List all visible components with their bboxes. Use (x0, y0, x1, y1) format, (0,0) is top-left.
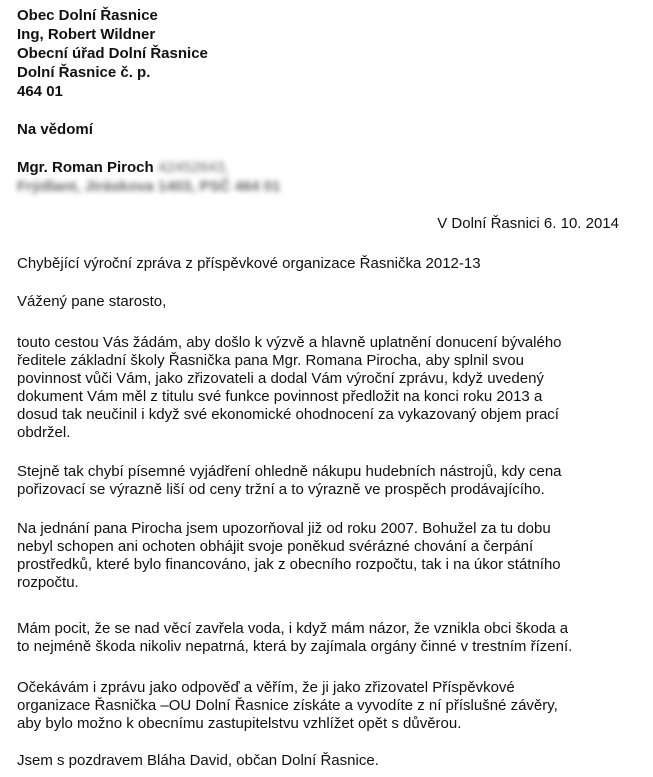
paragraph-5 (17, 679, 642, 733)
recipient-line-2: Ing, Robert Wildner (17, 26, 156, 43)
recipient-line-5: 464 01 (17, 83, 63, 100)
paragraph-line: obdržel. (17, 424, 71, 441)
cc-address-redacted: Frýdlant, Jiráskova 1403, PSČ 464 01 (17, 178, 281, 195)
recipient-line-4: Dolní Řasnice č. p. (17, 64, 151, 81)
paragraph-line: povinnost vůči Vám, jako zřizovateli a dodal Vám výroční zprávu, když uvedený (17, 370, 544, 387)
cc-name-redacted: 42452643, (157, 159, 229, 176)
paragraph-1 (17, 334, 642, 442)
paragraph-2 (17, 463, 642, 499)
paragraph-line: organizace Řasnička –OU Dolní Řasnice získáte a vyvodíte z ní příslušné závěry, (17, 697, 558, 714)
subject-line: Chybějící výroční zpráva z příspěvkové organizace Řasnička 2012-13 (17, 255, 481, 272)
paragraph-line: prostředků, které bylo financováno, jak z obecního rozpočtu, tak i na úkor státního (17, 556, 561, 573)
paragraph-line: nebyl schopen ani ochoten obhájit svoje poněkud svérázné chování a čerpání (17, 538, 534, 555)
recipient-line-3: Obecní úřad Dolní Řasnice (17, 45, 208, 62)
paragraph-line: Stejně tak chybí písemné vyjádření ohledně nákupu hudebních nástrojů, kdy cena (17, 463, 562, 480)
paragraph-3 (17, 520, 642, 592)
salutation: Vážený pane starosto, (17, 293, 167, 310)
paragraph-line: Očekávám i zprávu jako odpověď a věřím, že ji jako zřizovatel Příspěvkové (17, 679, 515, 696)
paragraph-line: aby bylo možno k obecnímu zastupitelstvu vzhlížet opět s důvěrou. (17, 715, 462, 732)
paragraph-line: dokument Vám měl z titulu své funkce povinnost předložit na konci roku 2013 a (17, 388, 543, 405)
paragraph-line: ředitele základní školy Řasnička pana Mgr. Romana Pirocha, aby splnil svou (17, 352, 524, 369)
paragraph-line: Mám pocit, že se nad věcí zavřela voda, i když mám názor, že vznikla obci škoda a (17, 620, 569, 637)
date-place: V Dolní Řasnici 6. 10. 2014 (437, 215, 619, 232)
cc-label: Na vědomí (17, 121, 93, 138)
closing-signature: Jsem s pozdravem Bláha David, občan Dolní Řasnice. (17, 752, 379, 769)
paragraph-line: to nejméně škoda nikoliv nepatrná, která by zajímala orgány činné v trestním řízení. (17, 638, 573, 655)
cc-name: Mgr. Roman Piroch (17, 159, 154, 176)
paragraph-line: Na jednání pana Pirocha jsem upozorňoval již od roku 2007. Bohužel za tu dobu (17, 520, 551, 537)
recipient-line-1: Obec Dolní Řasnice (17, 7, 158, 24)
paragraph-4 (17, 620, 642, 656)
paragraph-line: dosud tak neučinil i když své ekonomické ohodnocení za vykazovaný objem prací (17, 406, 559, 423)
paragraph-line: pořizovací se výrazně liší od ceny tržní a to výrazně ve prospěch prodávajícího. (17, 481, 545, 498)
paragraph-line: touto cestou Vás žádám, aby došlo k výzvě a hlavně uplatnění donucení bývalého (17, 334, 562, 351)
paragraph-line: rozpočtu. (17, 574, 79, 591)
cc-name-line (17, 158, 229, 177)
